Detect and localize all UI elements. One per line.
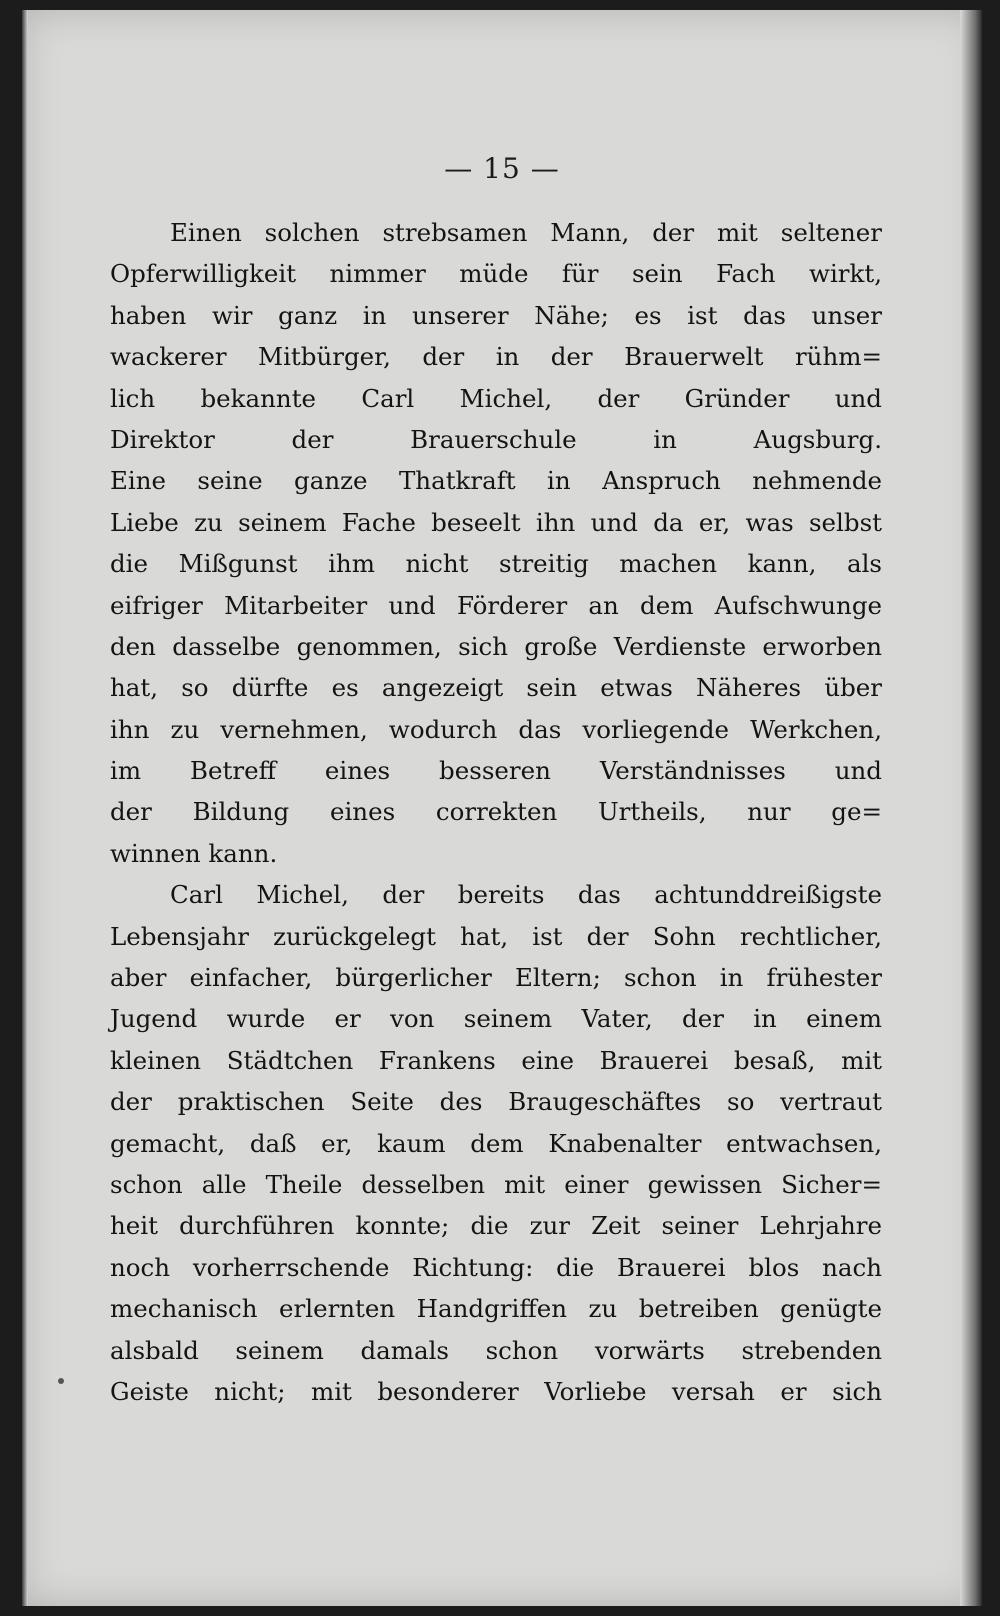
text-line: aber einfacher, bürgerlicher Eltern; schon in frühester	[110, 963, 882, 993]
text-line: schon alle Theile desselben mit einer gewissen Sicher=	[110, 1169, 882, 1199]
text-line: haben wir ganz in unserer Nähe; es ist das unser	[110, 300, 882, 330]
text-line: wackerer Mitbürger, der in der Brauerwelt rühm=	[110, 342, 882, 372]
text-line: im Betreff eines besseren Verständnisses und	[110, 756, 882, 786]
text-line: winnen kann.	[110, 838, 278, 868]
text-line: Liebe zu seinem Fache beseelt ihn und da er, was selbst	[110, 507, 882, 537]
text-line: Geiste nicht; mit besonderer Vorliebe versah er sich	[110, 1376, 882, 1406]
text-line: ihn zu vernehmen, wodurch das vorliegende Werkchen,	[110, 714, 882, 744]
text-line: der Bildung eines correkten Urtheils, nur ge=	[110, 797, 882, 827]
text-line: kleinen Städtchen Frankens eine Brauerei besaß, mit	[110, 1045, 882, 1075]
text-line: gemacht, daß er, kaum dem Knabenalter entwachsen,	[110, 1128, 882, 1158]
page-gutter-shadow	[22, 10, 28, 1606]
text-line: den dasselbe genommen, sich große Verdienste erworben	[110, 631, 882, 661]
text-line: Einen solchen strebsamen Mann, der mit seltener	[170, 218, 882, 247]
print-speck	[58, 1378, 64, 1384]
text-line: Jugend wurde er von seinem Vater, der in einem	[110, 1004, 882, 1034]
text-line: Carl Michel, der bereits das achtunddreißigste	[170, 880, 882, 910]
text-line: die Mißgunst ihm nicht streitig machen kann, als	[110, 549, 882, 579]
text-line: alsbald seinem damals schon vorwärts strebenden	[110, 1335, 882, 1365]
page-edge-shadow	[960, 10, 982, 1606]
body-text	[110, 212, 882, 1412]
page-number: — 15 —	[444, 152, 560, 185]
text-line: Opferwilligkeit nimmer müde für sein Fach wirkt,	[110, 259, 882, 289]
text-line: heit durchführen konnte; die zur Zeit seiner Lehrjahre	[110, 1211, 882, 1241]
text-line: hat, so dürfte es angezeigt sein etwas Näheres über	[110, 673, 882, 703]
text-line: lich bekannte Carl Michel, der Gründer und	[110, 383, 882, 413]
book-page	[22, 10, 982, 1606]
text-line: der praktischen Seite des Braugeschäftes so vertraut	[110, 1087, 882, 1117]
text-line: eifriger Mitarbeiter und Förderer an dem Aufschwunge	[110, 590, 882, 620]
text-line: Direktor der Brauerschule in Augsburg.	[110, 424, 882, 454]
text-line: noch vorherrschende Richtung: die Brauerei blos nach	[110, 1252, 882, 1282]
text-line: Lebensjahr zurückgelegt hat, ist der Sohn rechtlicher,	[110, 921, 882, 951]
text-line: mechanisch erlernten Handgriffen zu betreiben genügte	[110, 1294, 882, 1324]
text-line: Eine seine ganze Thatkraft in Anspruch nehmende	[110, 466, 882, 496]
